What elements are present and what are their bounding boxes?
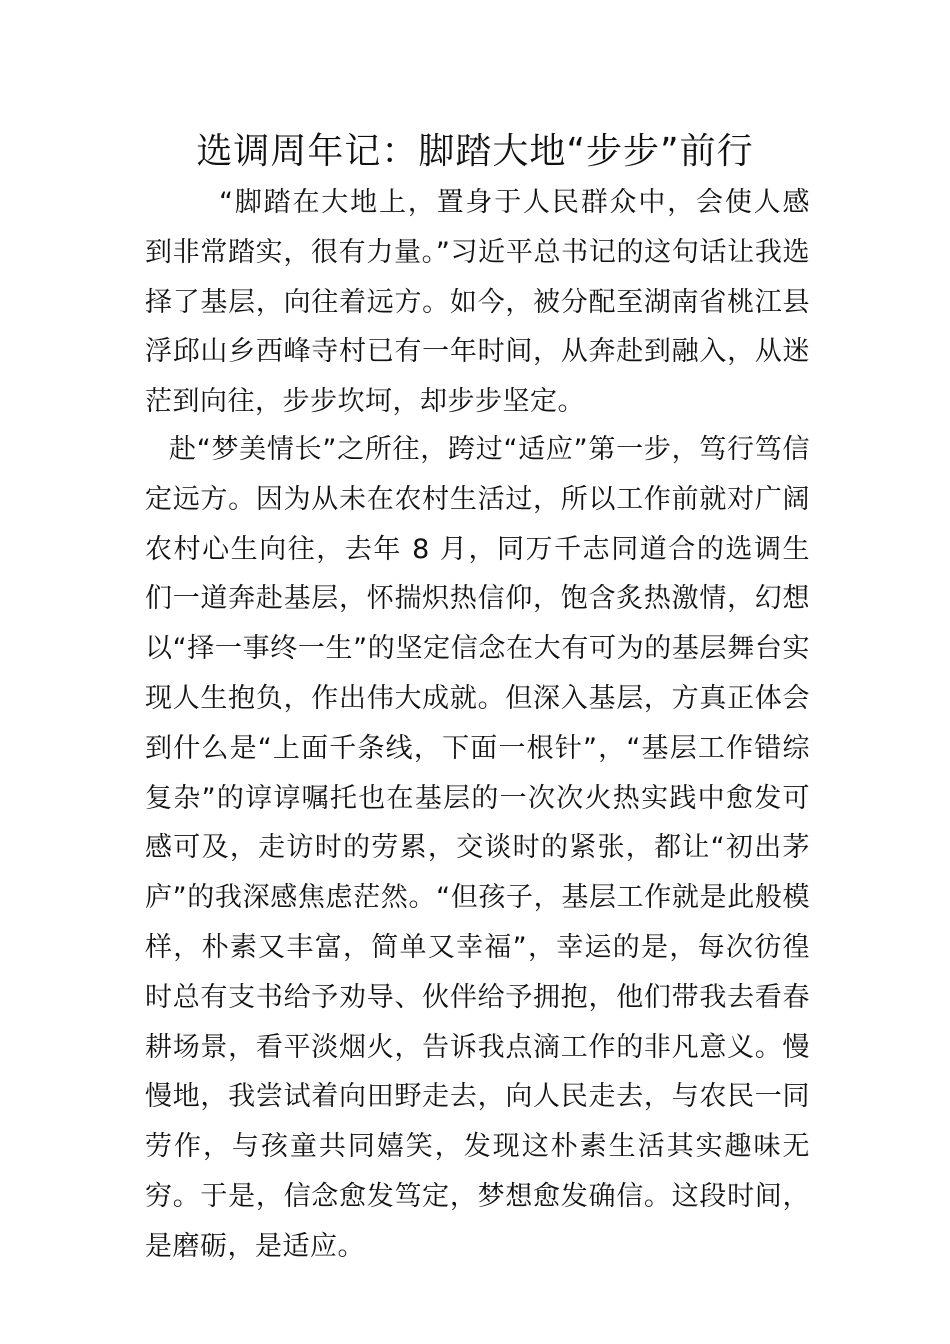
- paragraph-2: 赴“梦美情长”之所往，跨过“适应”第一步，笃行笃信定远方。因为从未在农村生活过，所以工作前就对广阔农村心生向往，去年 8 月，同万千志同道合的选调生们一道奔赴基层，怀揣炽热信仰，饱含炙热激情，幻想以“择一事终一生”的坚定信念在大有可为的基层舞台实现人生抱负，作出伟大成就。但深入基层，方真正体会到什么是“上面千条线，下面一根针”，“基层工作错综复杂”的谆谆嘱托也在基层的一次次火热实践中愈发可感可及，走访时的劳累，交谈时的紧张，都让“初出茅庐”的我深感焦虑茫然。“但孩子，基层工作就是此般模样，朴素又丰富，简单又幸福”，幸运的是，每次彷徨时总有支书给予劝导、伙伴给予拥抱，他们带我去看春耕场景，看平淡烟火，告诉我点滴工作的非凡意义。慢慢地，我尝试着向田野走去，向人民走去，与农民一同劳作，与孩童共同嬉笑，发现这朴素生活其实趣味无穷。于是，信念愈发笃定，梦想愈发确信。这段时间，是磨砺，是适应。: [145, 434, 810, 1262]
- document-title: 选调周年记：脚踏大地“步步”前行: [196, 131, 754, 172]
- paragraph-1: “脚踏在大地上，置身于人民群众中，会使人感到非常踏实，很有力量。”习近平总书记的这句话让我选择了基层，向往着远方。如今，被分配至湖南省桃江县浮邱山乡西峰寺村已有一年时间，从奔赴到融入，从迷茫到向往，步步坎坷，却步步坚定。: [145, 187, 810, 418]
